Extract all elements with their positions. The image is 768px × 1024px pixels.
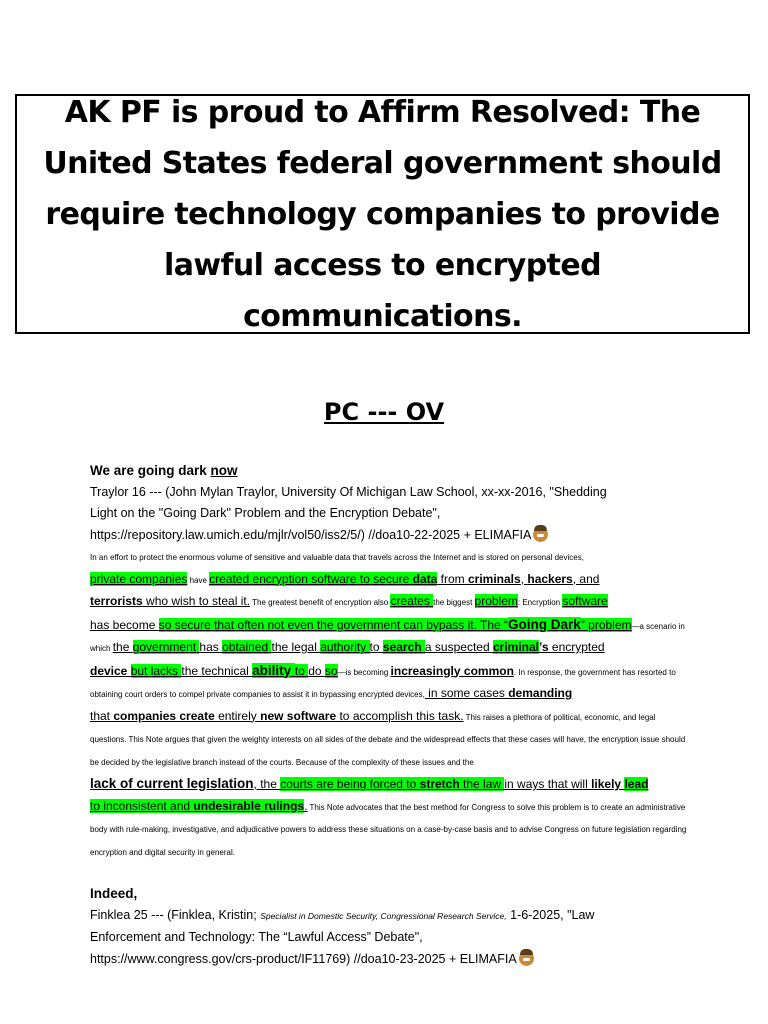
evidence-segment: In an effort to protect the enormous volume of sensitive and valuable data that travels across the Internet and is stored on personal devices, [90, 553, 584, 562]
evidence-segment: government [132, 640, 200, 654]
tag-text: We are going dark [90, 463, 211, 478]
resolution-line-3: require technology companies to provide [45, 196, 720, 232]
evidence-segment: in some cases [424, 686, 509, 700]
evidence-segment: , the [253, 777, 281, 791]
evidence-segment: authority [320, 640, 370, 654]
card-2-tag: Indeed, [90, 886, 138, 901]
citation-qualification: Specialist in Domestic Security, Congressional Research Service, [260, 910, 507, 921]
evidence-segment: criminal [492, 640, 539, 654]
citation-date: 1-6-2025, "Law [506, 907, 595, 922]
resolution-text [17, 87, 748, 342]
evidence-segment: . In response, the government has resorted to obtaining court orders to compel private companies to assist it in bypassing encrypted devices, [90, 667, 676, 699]
evidence-segment: lack of current legislation [90, 776, 254, 791]
evidence-segment: have [187, 575, 210, 585]
evidence-segment: the [112, 640, 133, 654]
evidence-segment: a suspected [424, 640, 493, 654]
card-1-tag [90, 460, 690, 482]
evidence-segment: the technical [181, 663, 253, 678]
evidence-segment: : Encryption [517, 598, 563, 607]
card-2-citation-line-1 [90, 905, 690, 928]
citation-url: https://repository.law.umich.edu/mjlr/vol50/iss2/5/) //doa10-22-2025 + ELIMAFIA [90, 527, 532, 542]
evidence-segment: so [324, 663, 338, 678]
evidence-segment: new software [260, 708, 337, 723]
evidence-segment: to accomplish this task. [336, 708, 464, 723]
evidence-segment: The greatest benefit of encryption also [250, 598, 391, 607]
resolution-line-4: lawful access to encrypted communications. [164, 247, 601, 334]
evidence-segment: has [199, 640, 223, 654]
evidence-segment: the biggest [433, 598, 475, 607]
evidence-segment: and [170, 798, 194, 813]
citation-author: Finklea 25 --- (Finklea, Kristin; [90, 907, 261, 922]
detective-emoji-icon [519, 951, 534, 966]
evidence-segment: entirely [214, 708, 261, 723]
evidence-segment: undesirable rulings [193, 798, 305, 813]
evidence-segment: terrorists [90, 594, 143, 608]
tag-emphasis: now [210, 463, 238, 478]
evidence-segment: from [437, 571, 468, 586]
evidence-segment: This raises a plethora of political, economic, and legal questions. This Note argues that given the weighty interests on all sides of the debate and the widespread effects that these cases will have, the encryption issue should be decided by the legislative branch instead of the courts. Because of the complexity of these issues and the [90, 712, 686, 767]
document-content [90, 460, 690, 970]
resolution-line-2: United States federal government should [43, 145, 722, 181]
evidence-segment: ability [252, 662, 295, 678]
evidence-segment: created encryption software to secure [209, 571, 413, 586]
evidence-segment: so secure that often not even the government can bypass it. The “ [158, 617, 509, 632]
card-1-citation-line-2: Light on the "Going Dark" Problem and the Encryption Debate", [90, 506, 441, 520]
evidence-segment: lead [624, 777, 649, 791]
evidence-segment: encrypted [548, 640, 605, 654]
citation-url: https://www.congress.gov/crs-product/IF11769) //doa10-23-2025 + ELIMAFIA [90, 951, 517, 966]
evidence-segment: Going Dark [508, 616, 581, 632]
evidence-segment: . [304, 798, 308, 813]
evidence-segment: problem [474, 594, 518, 608]
evidence-segment: do [308, 663, 325, 678]
card-1-citation-line-3 [90, 525, 690, 547]
spacer [90, 863, 690, 883]
section-title: PC --- OV [323, 398, 445, 426]
evidence-segment: has become [90, 617, 159, 632]
evidence-segment: data [412, 571, 438, 586]
evidence-segment: the legal [271, 640, 321, 654]
evidence-segment: hackers [527, 571, 573, 586]
evidence-segment: criminals [467, 571, 521, 586]
evidence-segment: who wish to steal it. [142, 594, 251, 608]
evidence-segment: —a scenario in which [90, 621, 685, 653]
evidence-segment: creates [390, 594, 434, 608]
card-2-citation-line-3 [90, 949, 690, 971]
evidence-segment: obtained [222, 640, 272, 654]
evidence-segment: that [90, 708, 114, 723]
card-2-citation-line-2: Enforcement and Technology: The “Lawful Access” Debate", [90, 930, 423, 944]
evidence-segment: in ways that will [504, 777, 592, 791]
evidence-segment: likely [591, 777, 625, 791]
evidence-segment: software [562, 594, 608, 608]
evidence-segment: to inconsistent [90, 798, 171, 813]
evidence-segment: search [382, 640, 425, 654]
evidence-segment: ” problem [580, 617, 632, 632]
evidence-segment: to [294, 663, 309, 678]
evidence-segment: —is becoming [337, 667, 391, 677]
evidence-segment: demanding [508, 686, 573, 700]
card-1-evidence-text [90, 546, 690, 863]
evidence-segment: companies create [113, 708, 215, 723]
evidence-segment: courts are being forced to [280, 777, 420, 791]
resolution-box [15, 94, 750, 334]
evidence-segment: the law [463, 777, 505, 791]
evidence-segment: to [369, 640, 383, 654]
evidence-segment: device [90, 663, 131, 678]
resolution-line-1: AK PF is proud to Affirm Resolved: The [64, 94, 701, 130]
evidence-segment: , and [572, 571, 600, 586]
evidence-segment: increasingly common [390, 663, 514, 678]
evidence-segment: private companies [90, 571, 188, 586]
detective-emoji-icon [533, 527, 548, 542]
evidence-segment: stretch [419, 777, 464, 791]
evidence-segment: ’s [539, 640, 549, 654]
evidence-segment: , [520, 571, 528, 586]
evidence-segment: This Note advocates that the best method for Congress to solve this problem is to create an administrative body with rule-making, investigative, and adjudicative powers to address these situations on a case-by-case basis and to advise Congress on future legislation regarding encryption and digital security in general. [90, 802, 687, 857]
card-1-citation-line-1: Traylor 16 --- (John Mylan Traylor, University Of Michigan Law School, xx-xx-2016, "Shedding [90, 484, 607, 499]
evidence-segment: but lacks [130, 663, 182, 678]
